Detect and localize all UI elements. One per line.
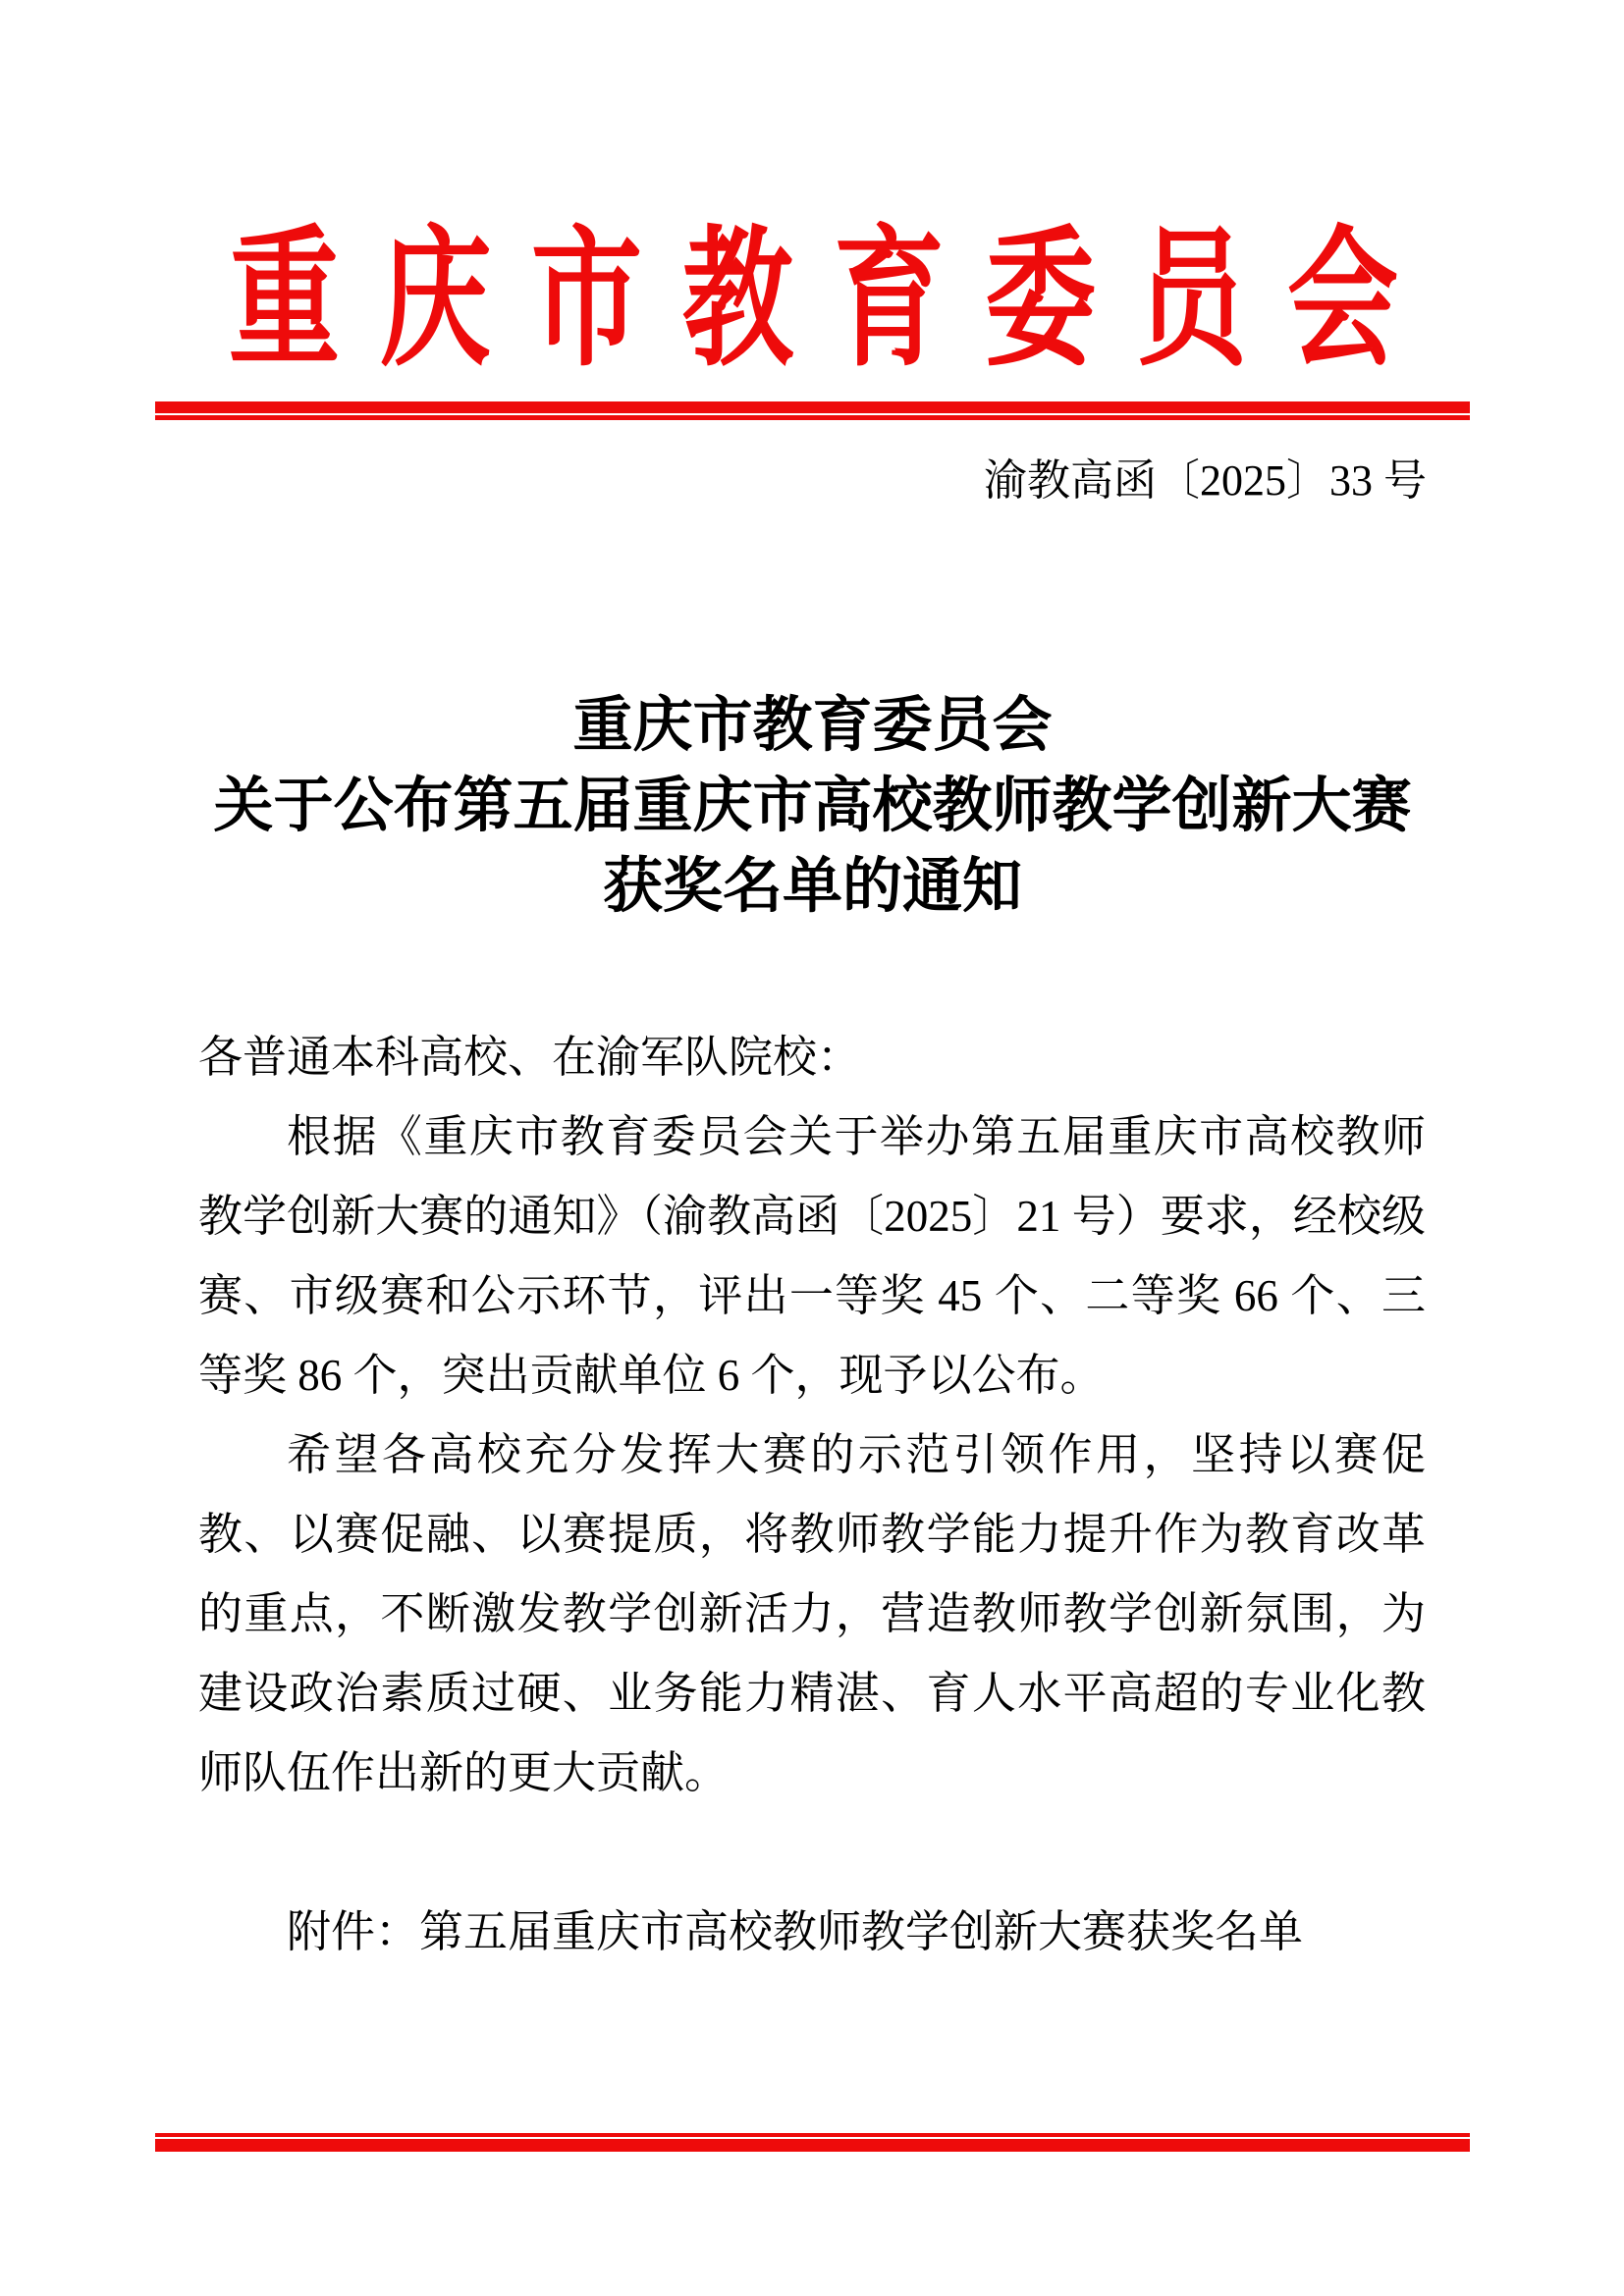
header-double-rule [155, 401, 1470, 420]
footer-rule-thick [155, 2139, 1470, 2152]
header-rule-thin [155, 415, 1470, 420]
header-rule-thick [155, 401, 1470, 413]
notice-title-line-1: 重庆市教育委员会 [572, 693, 1053, 759]
letterhead-agency-name: 重庆市教育委员会 [229, 217, 1438, 385]
salutation-line: 各普通本科高校、在渝军队院校： [198, 1033, 862, 1082]
notice-title [155, 686, 1470, 928]
body-paragraph-1: 根据《重庆市教育委员会关于举办第五届重庆市高校教师教学创新大赛的通知》（渝教高函〔2025〕21 号）要求，经校级赛、市级赛和公示环节，评出一等奖 45 个、二等奖 66 个、三等奖 86 个，突出贡献单位 6 个，现予以公布。 [198, 1112, 1426, 1400]
document-number: 渝教高函〔2025〕33 号 [984, 456, 1427, 505]
footer-double-rule [155, 2133, 1470, 2152]
notice-title-line-3: 获奖名单的通知 [602, 854, 1022, 920]
attachment-note: 附件：第五届重庆市高校教师教学创新大赛获奖名单 [287, 1907, 1304, 1956]
document-body [198, 1018, 1426, 1972]
notice-title-line-2: 关于公布第五届重庆市高校教师教学创新大赛 [213, 774, 1412, 839]
body-paragraph-2: 希望各高校充分发挥大赛的示范引领作用，坚持以赛促教、以赛促融、以赛提质，将教师教学能力提升作为教育改革的重点，不断激发教学创新活力，营造教师教学创新氛围，为建设政治素质过硬、业务能力精湛、育人水平高超的专业化教师队伍作出新的更大贡献。 [198, 1430, 1426, 1797]
